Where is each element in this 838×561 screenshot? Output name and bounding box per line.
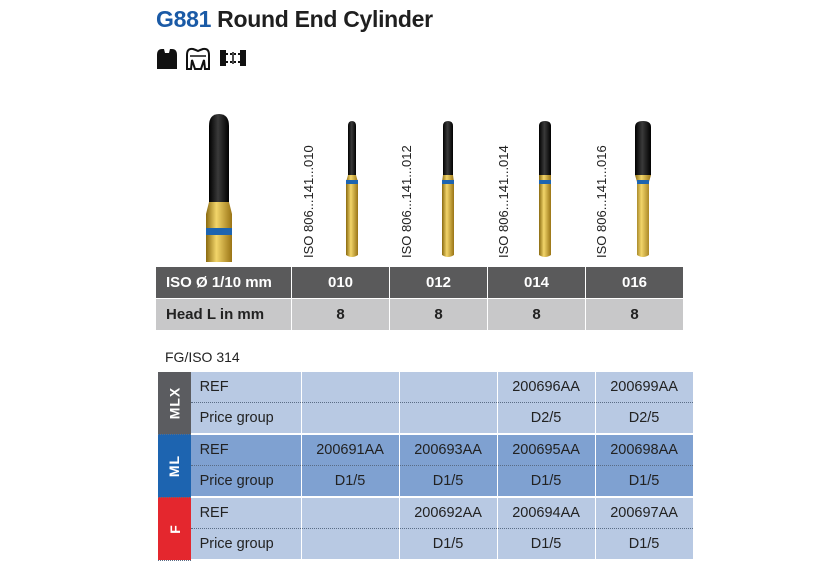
- ref-cell: [301, 497, 399, 529]
- ref-label: REF: [191, 372, 302, 403]
- price-cell: D1/5: [399, 529, 497, 561]
- ref-cell: 200693AA: [399, 434, 497, 466]
- f-ref-row: [158, 497, 693, 529]
- iso-label-010: ISO 806...141...010: [301, 145, 316, 258]
- price-cell: D1/5: [497, 466, 595, 498]
- ref-cell: 200695AA: [497, 434, 595, 466]
- ref-cell: 200691AA: [301, 434, 399, 466]
- bur-010-illustration: [340, 120, 364, 260]
- ref-cell: 200696AA: [497, 372, 595, 403]
- bur-012-illustration: [436, 120, 460, 260]
- product-code: G881: [156, 6, 212, 32]
- iso-diameter-row: [156, 267, 684, 299]
- ref-cell: 200697AA: [595, 497, 693, 529]
- iso-label-016: ISO 806...141...016: [594, 145, 609, 258]
- mlx-ref-row: [158, 372, 693, 403]
- head-length-value: 8: [292, 299, 390, 331]
- bur-016-illustration: [630, 120, 656, 260]
- tooth-icon: [184, 46, 212, 70]
- ref-table: [158, 372, 694, 561]
- group-label-ml: ML: [158, 434, 191, 497]
- ref-cell: 200698AA: [595, 434, 693, 466]
- price-cell: D2/5: [595, 403, 693, 435]
- price-group-label: Price group: [191, 403, 302, 435]
- price-cell: D2/5: [497, 403, 595, 435]
- mlx-price-row: [158, 403, 693, 435]
- spec-table: [156, 267, 684, 331]
- price-cell: [301, 403, 399, 435]
- iso-diameter-value: 014: [488, 267, 586, 299]
- price-cell: D1/5: [595, 466, 693, 498]
- head-length-value: 8: [390, 299, 488, 331]
- price-cell: D1/5: [595, 529, 693, 561]
- head-length-value: 8: [586, 299, 684, 331]
- ref-cell: 200694AA: [497, 497, 595, 529]
- iso-label-014: ISO 806...141...014: [496, 145, 511, 258]
- ref-cell: 200692AA: [399, 497, 497, 529]
- iso-diameter-value: 012: [390, 267, 488, 299]
- f-price-row: [158, 529, 693, 561]
- crown-prep-icon: [156, 46, 178, 70]
- head-length-row: [156, 299, 684, 331]
- ref-label: REF: [191, 434, 302, 466]
- application-icons: [156, 46, 248, 70]
- ref-cell: 200699AA: [595, 372, 693, 403]
- head-length-label: Head L in mm: [156, 299, 292, 331]
- group-label-mlx: MLX: [158, 372, 191, 434]
- head-length-value: 8: [488, 299, 586, 331]
- price-cell: D1/5: [497, 529, 595, 561]
- ref-cell: [399, 372, 497, 403]
- page-title: [156, 6, 433, 33]
- product-name: Round End Cylinder: [217, 6, 433, 32]
- price-cell: [301, 529, 399, 561]
- iso-label-012: ISO 806...141...012: [399, 145, 414, 258]
- shank-type-label: FG/ISO 314: [165, 349, 240, 365]
- ref-cell: [301, 372, 399, 403]
- bur-014-illustration: [533, 120, 557, 260]
- price-cell: [399, 403, 497, 435]
- price-group-label: Price group: [191, 529, 302, 561]
- ml-ref-row: [158, 434, 693, 466]
- ml-price-row: [158, 466, 693, 498]
- group-label-f: F: [158, 497, 191, 560]
- iso-diameter-label: ISO Ø 1/10 mm: [156, 267, 292, 299]
- iso-diameter-value: 010: [292, 267, 390, 299]
- bridge-icon: [218, 46, 248, 70]
- bur-large-illustration: [200, 112, 240, 262]
- price-cell: D1/5: [399, 466, 497, 498]
- ref-label: REF: [191, 497, 302, 529]
- price-group-label: Price group: [191, 466, 302, 498]
- iso-diameter-value: 016: [586, 267, 684, 299]
- price-cell: D1/5: [301, 466, 399, 498]
